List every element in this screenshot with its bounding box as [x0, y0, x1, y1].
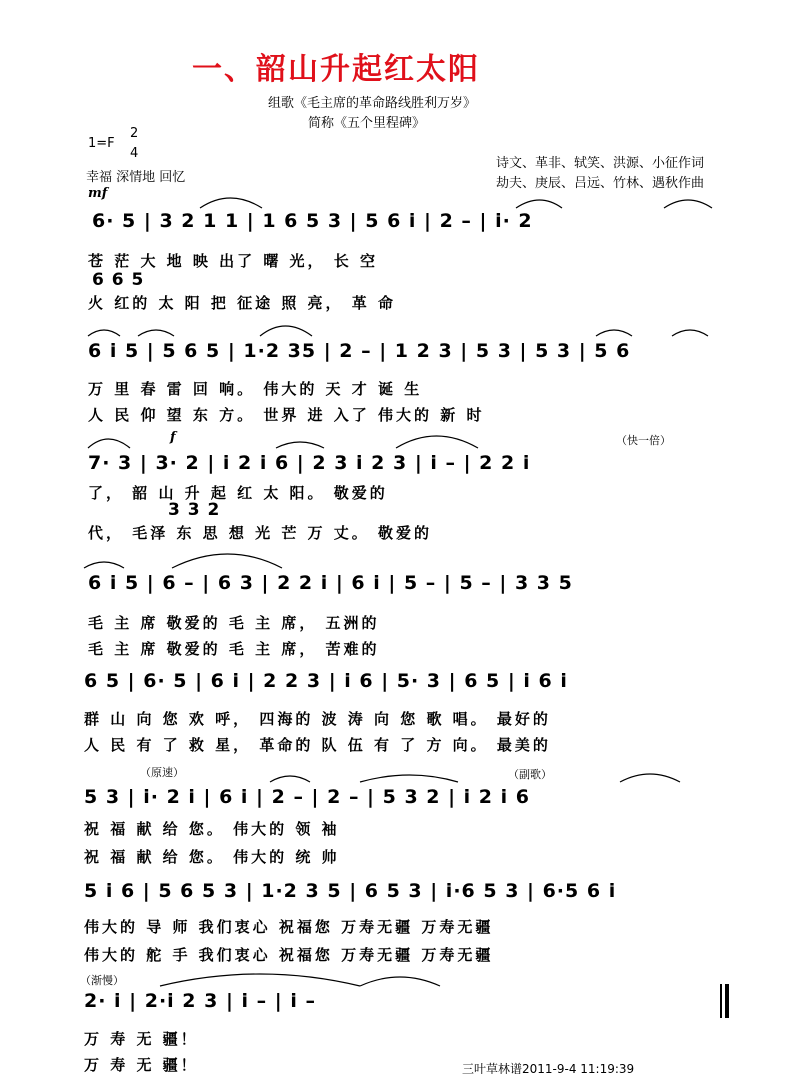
tempo-original: （原速） — [140, 766, 184, 779]
slur — [360, 775, 458, 782]
slur — [672, 330, 708, 336]
suite-subtitle: 组歌《毛主席的革命路线胜利万岁》 — [268, 96, 477, 111]
slur — [138, 330, 174, 336]
lyric-verse2-row-1: 火 红的 太 阳 把 征途 照 亮， 革 命 — [88, 294, 397, 312]
final-barline-thin — [720, 984, 722, 1018]
slur — [270, 776, 310, 782]
lyric-verse1-row-2: 万 里 春 雷 回 响。 伟大的 天 才 诞 生 — [88, 380, 423, 398]
slur — [200, 198, 262, 208]
notation-row-2: 6 i 5 | 5 6 5 | 1·2 35 | 2 – | 1 2 3 | 5 3 | 5 3 | 5 6 — [88, 340, 631, 362]
slur — [160, 974, 360, 986]
composers-credit: 劫夫、庚辰、吕远、竹林、遇秋作曲 — [496, 176, 705, 191]
alt-notes-row-3: 3 3 2 — [168, 500, 221, 520]
lyric-verse1-row-8: 万 寿 无 疆！ — [84, 1030, 199, 1048]
notation-row-6: 5 3 | i· 2 i | 6 i | 2 – | 2 – | 5 3 2 | i 2 i 6 — [84, 786, 530, 808]
notation-row-1: 6· 5 | 3 2 1 1 | 1 6 5 3 | 5 6 i | 2 – | i· 2 — [92, 210, 533, 232]
lyric-verse1-row-5: 群 山 向 您 欢 呼， 四海的 波 涛 向 您 歌 唱。 最好的 — [84, 710, 551, 728]
slur — [360, 977, 440, 986]
slur — [84, 562, 124, 568]
dynamic-f: f — [170, 430, 176, 445]
section-chorus: （副歌） — [508, 768, 552, 781]
lyricists-credit: 诗文、革非、轼笑、洪源、小征作词 — [496, 156, 705, 171]
lyric-verse2-row-8: 万 寿 无 疆！ — [84, 1056, 199, 1074]
slur — [276, 442, 324, 448]
slur — [516, 200, 562, 208]
slur — [596, 330, 632, 336]
slur — [172, 554, 282, 568]
lyric-verse1-row-6: 祝 福 献 给 您。 伟大的 领 袖 — [84, 820, 340, 838]
lyric-verse2-row-4: 毛 主 席 敬爱的 毛 主 席， 苦难的 — [88, 640, 380, 658]
short-title: 简称《五个里程碑》 — [308, 116, 426, 131]
notation-row-3: 7· 3 | 3· 2 | i 2 i 6 | 2 3 i 2 3 | i – | 2 2 i — [88, 452, 531, 474]
key-signature: 1=F — [88, 136, 115, 151]
final-barline-thick — [725, 984, 729, 1018]
tempo-faster: （快一倍） — [616, 434, 671, 447]
alt-notes-row-1: 6 6 5 — [92, 270, 145, 290]
notation-row-7: 5 i 6 | 5 6 5 3 | 1·2 3 5 | 6 5 3 | i·6 5 3 | 6·5 6 i — [84, 880, 617, 902]
lyric-verse1-row-4: 毛 主 席 敬爱的 毛 主 席， 五洲的 — [88, 614, 380, 632]
dynamic-mf: mf — [88, 186, 108, 201]
slur — [88, 439, 130, 448]
lyric-verse1-row-7: 伟大的 导 师 我们衷心 祝福您 万寿无疆 万寿无疆 — [84, 918, 494, 936]
slur — [260, 326, 312, 336]
tempo-slow-down: （渐慢） — [80, 974, 124, 987]
notation-row-8: 2· i | 2·i 2 3 | i – | i – — [84, 990, 316, 1012]
lyric-verse2-row-5: 人 民 有 了 救 星， 革命的 队 伍 有 了 方 向。 最美的 — [84, 736, 551, 754]
expression-mark: 幸福 深情地 回忆 — [86, 170, 186, 185]
lyric-verse2-row-6: 祝 福 献 给 您。 伟大的 统 帅 — [84, 848, 340, 866]
song-title: 一、韶山升起红太阳 — [192, 52, 480, 87]
footer-stamp: 三叶草林谱2011-9-4 11:19:39 — [462, 1062, 635, 1074]
slur — [664, 200, 712, 208]
lyric-verse2-row-3: 代， 毛泽 东 思 想 光 芒 万 丈。 敬爱的 — [88, 524, 433, 542]
lyric-verse2-row-2: 人 民 仰 望 东 方。 世界 进 入了 伟大的 新 时 — [88, 406, 485, 424]
time-sig-bottom: 4 — [130, 146, 139, 161]
time-sig-top: 2 — [130, 126, 139, 141]
slur — [620, 774, 680, 782]
lyric-verse1-row-1: 苍 茫 大 地 映 出了 曙 光， 长 空 — [88, 252, 379, 270]
slur — [396, 436, 478, 448]
notation-row-5: 6 5 | 6· 5 | 6 i | 2 2 3 | i 6 | 5· 3 | 6 5 | i 6 i — [84, 670, 568, 692]
lyric-verse2-row-7: 伟大的 舵 手 我们衷心 祝福您 万寿无疆 万寿无疆 — [84, 946, 494, 964]
lyric-verse1-row-3: 了， 韶 山 升 起 红 太 阳。 敬爱的 — [88, 484, 388, 502]
notation-row-4: 6 i 5 | 6 – | 6 3 | 2 2 i | 6 i | 5 – | 5 – | 3 3 5 — [88, 572, 573, 594]
slur — [88, 330, 120, 336]
